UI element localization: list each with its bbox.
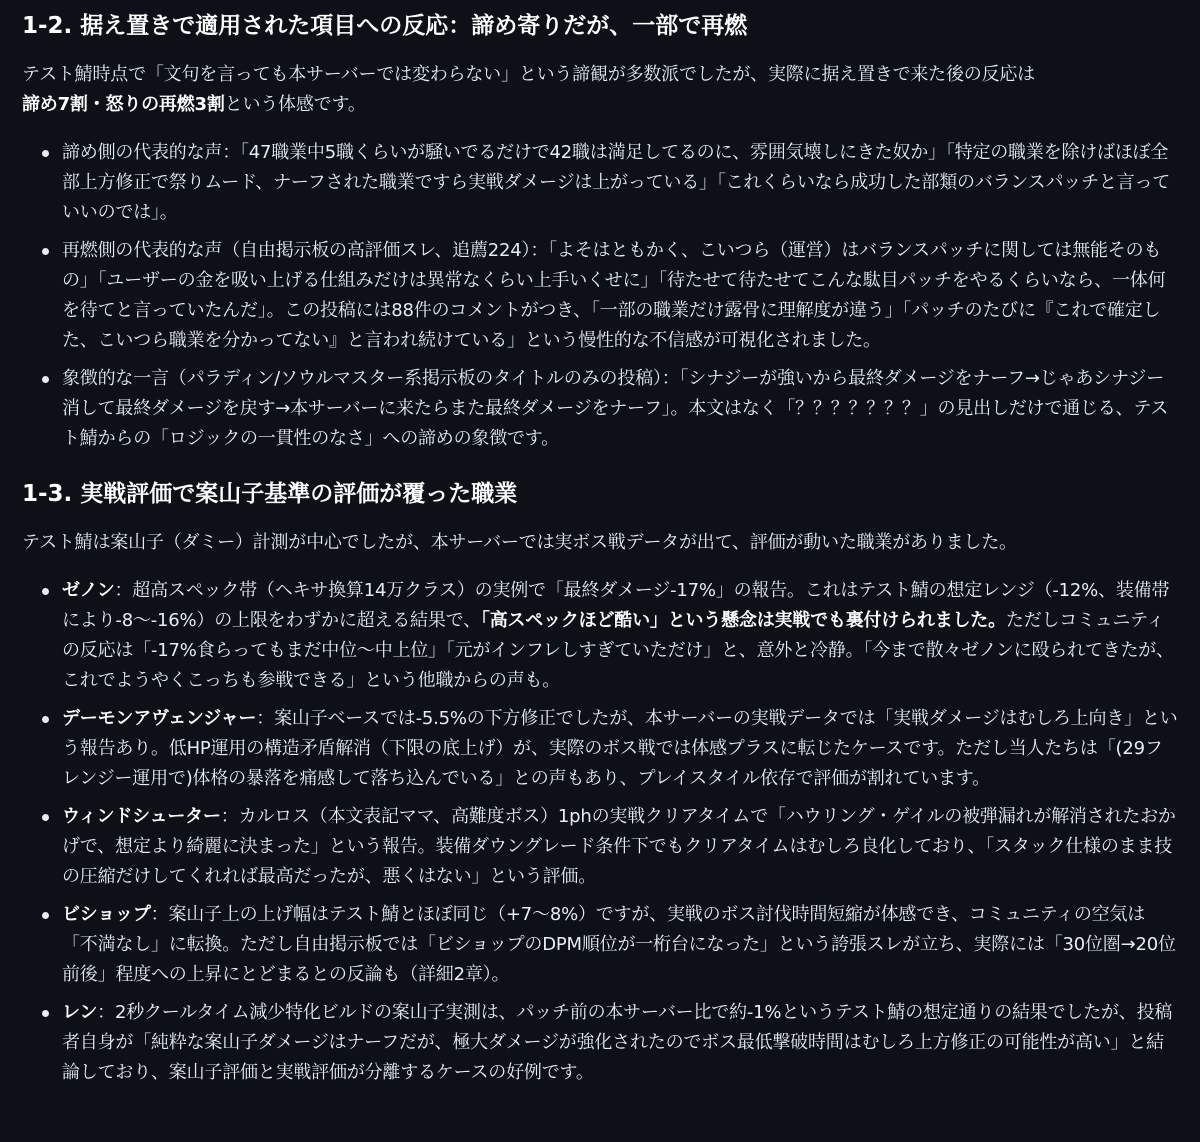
item-text: ：案山子上の上げ幅はテスト鯖とほぼ同じ（+7〜8%）ですが、実戦のボス討伐時間短縮が体感でき、コミュニティの空気は「不満なし」に転換。ただし自由掲示板では「ビショップのDPM順位が一桁台になった」という誇張スレが立ち、実際には「30位圏→20位前後」程度への上昇にとどまるとの反論も（詳細2章）。 — [62, 904, 1176, 985]
item-bold: 「高スペックほど酷い」という懸念は実戦でも裏付けられました。 — [480, 610, 1006, 631]
section-heading-1-3: 1-3. 実戦評価で案山子基準の評価が覆った職業 — [22, 481, 518, 507]
job-name: レン — [62, 1002, 98, 1023]
item-text-tail: ただしコミュニティの反応は「-17%食らってもまだ中位〜中上位」「元がインフレしすぎていただけ」と、意外と冷静。「今まで散々ゼノンに殴られてきたが、これでようやくこっちも参戦できる」という他職からの声も。 — [62, 610, 1174, 691]
intro-bold: 諦め7割・怒りの再燃3割 — [22, 94, 225, 115]
list-item — [62, 900, 1178, 990]
list-item — [62, 704, 1178, 794]
section-1-3-intro: テスト鯖は案山子（ダミー）計測が中心でしたが、本サーバーでは実ボス戦データが出て、評価が動いた職業がありました。 — [22, 532, 1017, 553]
item-text: ：カルロス（本文表記ママ、高難度ボス）1phの実戦クリアタイムで「ハウリング・ゲイルの被弾漏れが解消されたおかげで、想定より綺麗に決まった」という報告。装備ダウングレード条件下でもクリアタイムはむしろ良化しており、「スタック仕様のまま技の圧縮だけしてくれれば最高だったが、悪くはない」という評価。 — [62, 806, 1176, 887]
job-name: ゼノン — [62, 580, 115, 601]
section-1-2-list — [22, 138, 1178, 454]
section-1-3-list — [22, 576, 1178, 1088]
intro-tail: という体感です。 — [224, 94, 366, 115]
list-item: 象徴的な一言（パラディン/ソウルマスター系掲示板のタイトルのみの投稿）：「シナジーが強いから最終ダメージをナーフ→じゃあシナジー消して最終ダメージを戻す→本サーバーに来たらまた最終ダメージをナーフ」。本文はなく「？？？？？？？」の見出しだけで通じる、テスト鯖からの「ロジックの一貫性のなさ」への諦めの象徴です。 — [62, 364, 1178, 454]
job-name: ウィンドシューター — [62, 806, 221, 827]
intro-text: テスト鯖時点で「文句を言っても本サーバーでは変わらない」という諦観が多数派でしたが、実際に据え置きで来た後の反応は — [22, 64, 1035, 85]
list-item — [62, 802, 1178, 892]
section-heading-1-2: 1-2. 据え置きで適用された項目への反応：諦め寄りだが、一部で再燃 — [22, 13, 748, 39]
item-text: ：案山子ベースでは-5.5%の下方修正でしたが、本サーバーの実戦データでは「実戦ダメージはむしろ上向き」という報告あり。低HP運用の構造矛盾解消（下限の底上げ）が、実際のボス戦では体感プラスに転じたケースです。ただし当人たちは「(29フレンジー運用で)体格の暴落を痛感して落ち込んでいる」との声もあり、プレイスタイル依存で評価が割れています。 — [62, 708, 1178, 789]
list-item — [62, 998, 1178, 1088]
list-item: 再燃側の代表的な声（自由掲示板の高評価スレ、追薦224）：「よそはともかく、こいつら（運営）はバランスパッチに関しては無能そのもの」「ユーザーの金を吸い上げる仕組みだけは異常なくらい上手いくせに」「待たせて待たせてこんな駄目パッチをやるくらいなら、一体何を待てと言っていたんだ」。この投稿には88件のコメントがつき、「一部の職業だけ露骨に理解度が違う」「パッチのたびに『これで確定した、こいつら職業を分かってない』と言われ続けている」という慢性的な不信感が可視化されました。 — [62, 236, 1178, 356]
job-name: デーモンアヴェンジャー — [62, 708, 257, 729]
list-item — [62, 576, 1178, 696]
list-item: 諦め側の代表的な声：「47職業中5職くらいが騒いでるだけで42職は満足してるのに、雰囲気壊しにきた奴か」「特定の職業を除けばほぼ全部上方修正で祭りムード、ナーフされた職業ですら実戦ダメージは上がっている」「これくらいなら成功した部類のバランスパッチと言っていいのでは」。 — [62, 138, 1178, 228]
section-1-2-intro — [22, 60, 1178, 120]
item-text: ：2秒クールタイム減少特化ビルドの案山子実測は、パッチ前の本サーバー比で約-1%というテスト鯖の想定通りの結果でしたが、投稿者自身が「純粋な案山子ダメージはナーフだが、極大ダメージが強化されたのでボス最低撃破時間はむしろ上方修正の可能性が高い」と結論しており、案山子評価と実戦評価が分離するケースの好例です。 — [62, 1002, 1173, 1083]
item-text: ：超高スペック帯（ヘキサ換算14万クラス）の実例で「最終ダメージ-17%」の報告。これはテスト鯖の想定レンジ（-12%、装備帯により-8〜-16%）の上限をわずかに超える結果で、 — [62, 580, 1170, 631]
job-name: ビショップ — [62, 904, 151, 925]
